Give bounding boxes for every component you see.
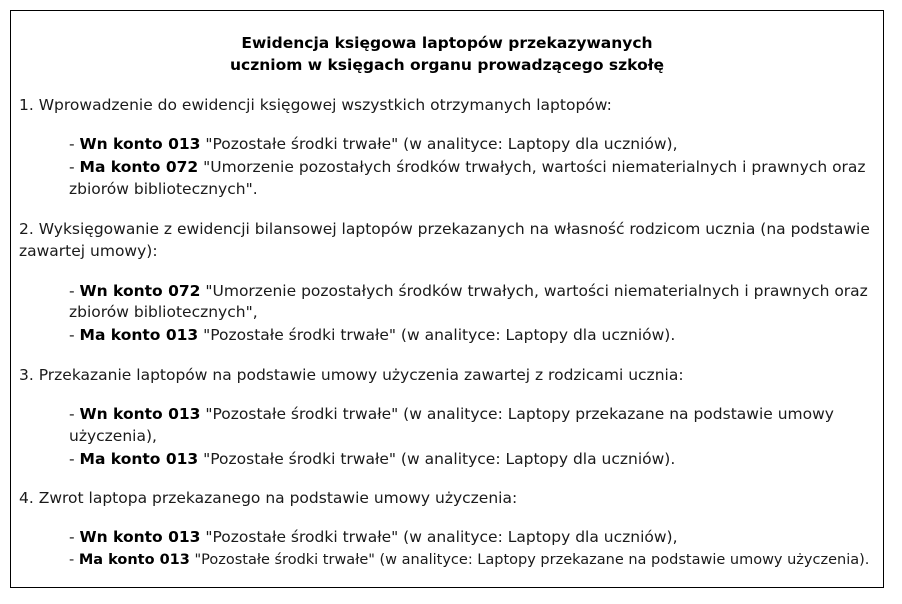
entry-text: "Umorzenie pozostałych środków trwałych, wartości niematerialnych i prawnych oraz bbox=[200, 282, 868, 300]
section-3-entry-1: - Wn konto 013 "Pozostałe środki trwałe" (w analityce: Laptopy przekazane na podstawie umowy bbox=[69, 405, 834, 423]
account-code: Ma konto 013 bbox=[79, 450, 199, 468]
section-2-entry-1-cont: zbiorów bibliotecznych", bbox=[69, 303, 258, 321]
section-2-heading-line-1: 2. Wyksięgowanie z ewidencji bilansowej laptopów przekazanych na własność rodzicom ucznia (na podstawie bbox=[19, 220, 870, 238]
section-3-heading: 3. Przekazanie laptopów na podstawie umowy użyczenia zawartej z rodzicami ucznia: bbox=[19, 366, 684, 384]
section-4-heading: 4. Zwrot laptopa przekazanego na podstawie umowy użyczenia: bbox=[19, 489, 518, 507]
entry-text: "Umorzenie pozostałych środków trwałych, wartości niematerialnych i prawnych oraz bbox=[198, 158, 866, 176]
document-frame bbox=[10, 10, 884, 588]
account-code: Wn konto 072 bbox=[79, 282, 201, 300]
account-code: Wn konto 013 bbox=[79, 528, 201, 546]
title-line-2: uczniom w księgach organu prowadzącego szkołę bbox=[230, 56, 664, 74]
section-1-entry-2-cont: zbiorów bibliotecznych". bbox=[69, 180, 258, 198]
title-line-1: Ewidencja księgowa laptopów przekazywanych bbox=[241, 34, 653, 52]
section-1-entry-2: - Ma konto 072 "Umorzenie pozostałych środków trwałych, wartości niematerialnych i prawnych oraz bbox=[69, 158, 866, 176]
section-2-entry-2: - Ma konto 013 "Pozostałe środki trwałe" (w analityce: Laptopy dla uczniów). bbox=[69, 326, 676, 344]
account-code: Ma konto 072 bbox=[79, 158, 199, 176]
entry-text: "Pozostałe środki trwałe" (w analityce: Laptopy przekazane na podstawie umowy użyczenia). bbox=[189, 552, 870, 568]
section-4-entry-1: - Wn konto 013 "Pozostałe środki trwałe" (w analityce: Laptopy dla uczniów), bbox=[69, 528, 678, 546]
entry-text: "Pozostałe środki trwałe" (w analityce: Laptopy przekazane na podstawie umowy bbox=[200, 405, 834, 423]
account-code: Ma konto 013 bbox=[78, 552, 190, 568]
section-4-entry-2: - Ma konto 013 "Pozostałe środki trwałe" (w analityce: Laptopy przekazane na podstawie umowy użyczenia). bbox=[69, 552, 870, 568]
entry-text: "Pozostałe środki trwałe" (w analityce: Laptopy dla uczniów), bbox=[200, 135, 678, 153]
entry-text: "Pozostałe środki trwałe" (w analityce: Laptopy dla uczniów), bbox=[200, 528, 678, 546]
account-code: Wn konto 013 bbox=[79, 135, 201, 153]
section-3-entry-1-cont: użyczenia), bbox=[69, 427, 157, 445]
entry-text: "Pozostałe środki trwałe" (w analityce: Laptopy dla uczniów). bbox=[198, 326, 676, 344]
section-1-entry-1: - Wn konto 013 "Pozostałe środki trwałe" (w analityce: Laptopy dla uczniów), bbox=[69, 135, 678, 153]
section-2-heading-line-2: zawartej umowy): bbox=[19, 242, 158, 260]
entry-text: "Pozostałe środki trwałe" (w analityce: Laptopy dla uczniów). bbox=[198, 450, 676, 468]
section-2-entry-1: - Wn konto 072 "Umorzenie pozostałych środków trwałych, wartości niematerialnych i prawnych oraz bbox=[69, 282, 868, 300]
section-3-entry-2: - Ma konto 013 "Pozostałe środki trwałe" (w analityce: Laptopy dla uczniów). bbox=[69, 450, 676, 468]
section-1-heading: 1. Wprowadzenie do ewidencji księgowej wszystkich otrzymanych laptopów: bbox=[19, 96, 612, 114]
account-code: Ma konto 013 bbox=[79, 326, 199, 344]
account-code: Wn konto 013 bbox=[79, 405, 201, 423]
